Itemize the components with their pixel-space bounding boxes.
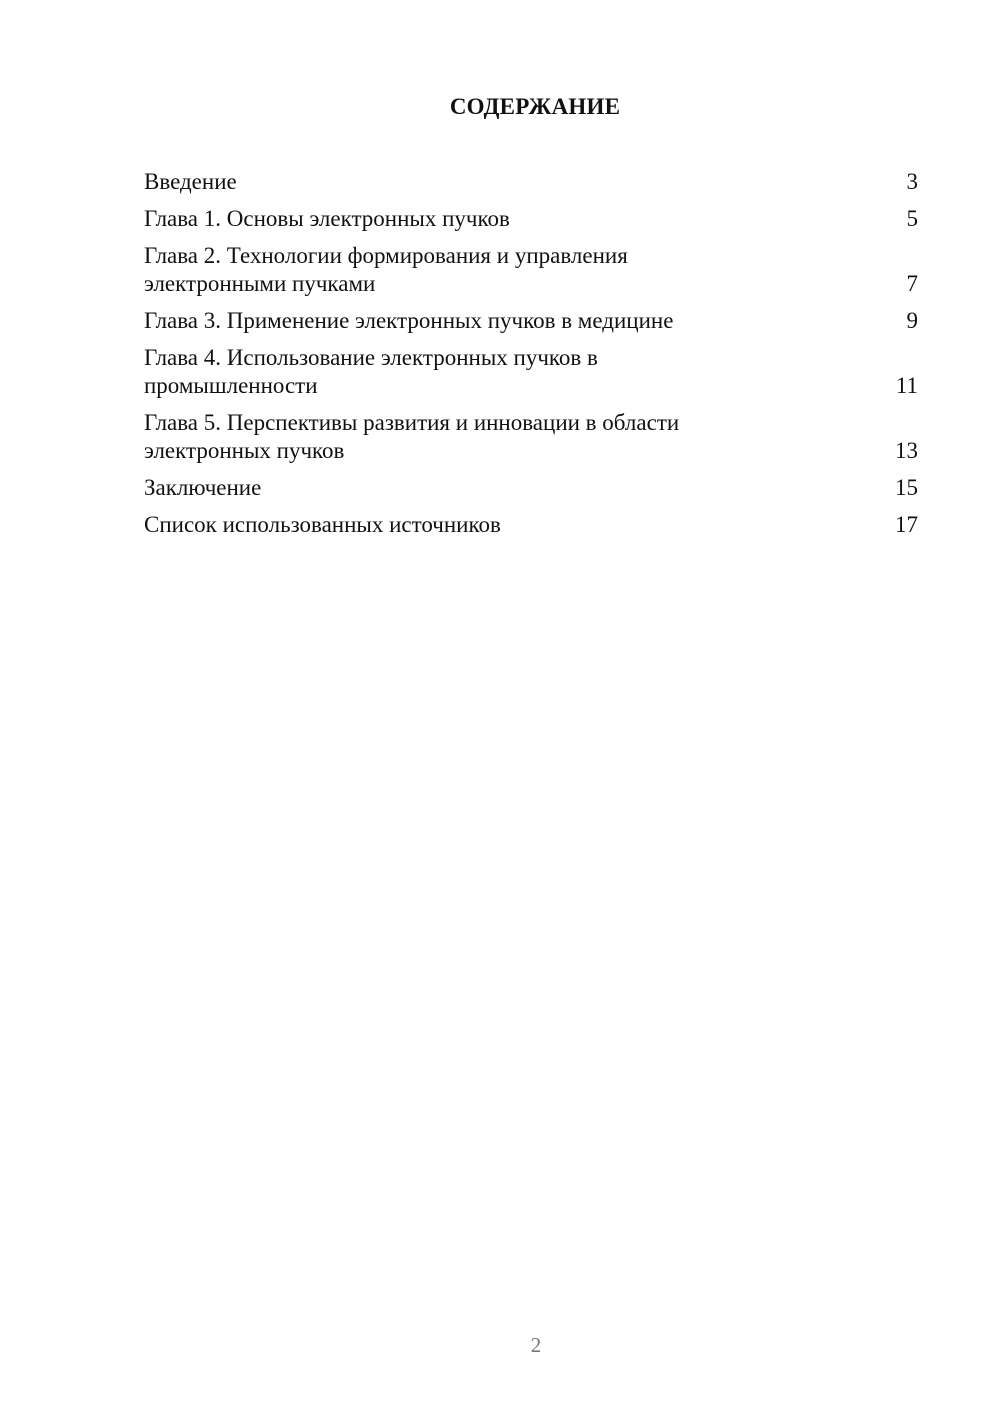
toc-entry-title: Заключение	[144, 475, 262, 500]
toc-entry[interactable]	[144, 344, 918, 400]
toc-entry-page: 3	[906, 169, 918, 194]
toc-entry-title: Введение	[144, 169, 237, 194]
page-title: СОДЕРЖАНИЕ	[449, 94, 621, 119]
table-of-contents	[144, 168, 918, 548]
toc-entry-title: Список использованных источников	[144, 512, 501, 537]
toc-entry-page: 5	[906, 206, 918, 231]
toc-entry[interactable]	[144, 242, 918, 298]
toc-entry-title: Глава 4. Использование электронных пучков в промышленности	[144, 345, 598, 398]
toc-entry-title: Глава 2. Технологии формирования и управления электронными пучками	[144, 243, 628, 296]
toc-entry-page: 11	[895, 373, 918, 398]
toc-entry-page: 13	[895, 438, 918, 463]
toc-entry[interactable]	[144, 409, 918, 465]
toc-entry[interactable]	[144, 511, 918, 539]
page-number: 2	[530, 1333, 542, 1357]
toc-entry[interactable]	[144, 168, 918, 196]
toc-entry[interactable]	[144, 307, 918, 335]
toc-entry[interactable]	[144, 474, 918, 502]
toc-entry-page: 9	[906, 308, 918, 333]
toc-entry-title: Глава 3. Применение электронных пучков в медицине	[144, 308, 674, 333]
toc-entry-title: Глава 5. Перспективы развития и инновации в области электронных пучков	[144, 410, 680, 463]
toc-entry-page: 17	[895, 512, 918, 537]
toc-entry-title: Глава 1. Основы электронных пучков	[144, 206, 510, 231]
toc-entry-page: 15	[895, 475, 918, 500]
toc-entry[interactable]	[144, 205, 918, 233]
toc-entry-page: 7	[906, 271, 918, 296]
